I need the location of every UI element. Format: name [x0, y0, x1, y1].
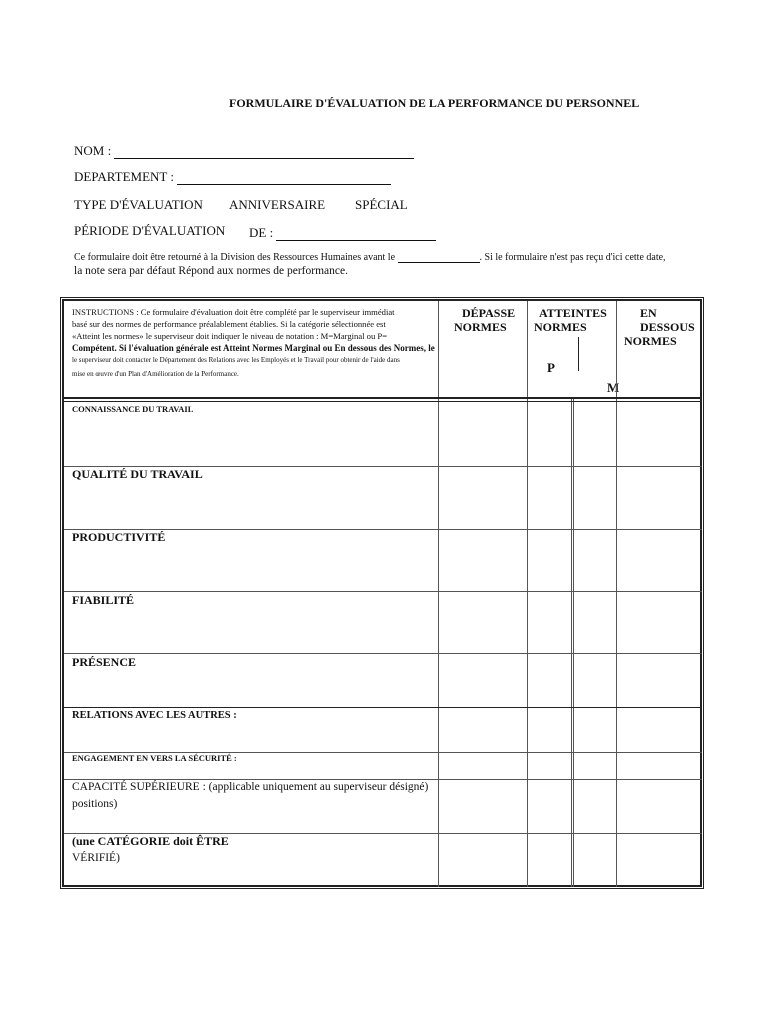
- header-p-m-divider: [578, 337, 579, 371]
- department-input-line[interactable]: [177, 184, 391, 185]
- col-divider-4: [616, 301, 617, 887]
- row-category-note-line1: (une CATÉGORIE doit ÊTRE: [72, 834, 229, 848]
- row-rule-3: [64, 591, 702, 592]
- notice-line-1: [74, 252, 666, 263]
- header-below: [624, 306, 700, 348]
- row-superior-ability: [72, 779, 428, 813]
- header-m: M: [607, 380, 620, 395]
- col-divider-3b: [573, 399, 574, 887]
- row-productivity: PRODUCTIVITÉ: [72, 530, 166, 544]
- page-title: FORMULAIRE D'ÉVALUATION DE LA PERFORMANCE DU PERSONNEL: [229, 96, 640, 110]
- name-field-row: [74, 143, 414, 159]
- instructions-line-3: «Atteint les normes» le superviseur doit indiquer le niveau de notation : M=Marginal ou P=: [72, 331, 388, 341]
- row-job-knowledge: CONNAISSANCE DU TRAVAIL: [72, 404, 194, 414]
- notice-text-b: . Si le formulaire n'est pas reçu d'ici cette date,: [479, 252, 666, 263]
- evaluation-period-label: PÉRIODE D'ÉVALUATION: [74, 223, 226, 238]
- period-from-row: [249, 225, 436, 241]
- row-work-quality: QUALITÉ DU TRAVAIL: [72, 467, 203, 481]
- evaluation-table: [60, 297, 704, 889]
- notice-text-a: Ce formulaire doit être retourné à la Division des Ressources Humaines avant le: [74, 252, 396, 263]
- header-exceeds: [454, 306, 515, 334]
- row-rule-5: [64, 707, 702, 708]
- row-reliability: FIABILITÉ: [72, 593, 135, 607]
- row-category-note: [72, 833, 229, 867]
- from-label: DE :: [249, 225, 274, 240]
- header-p: P: [547, 360, 555, 375]
- header-exceeds-line1: DÉPASSE: [462, 306, 516, 320]
- special-option[interactable]: SPÉCIAL: [355, 197, 408, 212]
- col-divider-3: [571, 399, 572, 887]
- evaluation-type-label: TYPE D'ÉVALUATION: [74, 197, 203, 212]
- name-input-line[interactable]: [114, 158, 414, 159]
- instructions-line-1: INSTRUCTIONS : Ce formulaire d'évaluation doit être complété par le superviseur immédiat: [72, 307, 395, 317]
- return-date-line[interactable]: [398, 262, 480, 263]
- header-exceeds-line2: NORMES: [454, 320, 507, 334]
- row-safety: ENGAGEMENT EN VERS LA SÉCURITÉ :: [72, 753, 237, 763]
- name-label: NOM :: [74, 143, 112, 158]
- department-label: DEPARTEMENT :: [74, 169, 174, 184]
- from-input-line[interactable]: [276, 240, 436, 241]
- header-meets-line1: ATTEINTES: [539, 306, 607, 320]
- header-meets-line2: NORMES: [534, 320, 587, 334]
- row-rule-4: [64, 653, 702, 654]
- header-meets: [534, 306, 607, 334]
- row-attendance: PRÉSENCE: [72, 655, 137, 669]
- header-below-line1: EN DESSOUS: [640, 306, 695, 334]
- header-bottom-rule-2: [64, 401, 702, 402]
- row-relations: RELATIONS AVEC LES AUTRES :: [72, 710, 237, 721]
- department-field-row: [74, 169, 391, 185]
- header-bottom-rule: [64, 397, 702, 399]
- anniversary-option[interactable]: ANNIVERSAIRE: [229, 197, 326, 212]
- row-superior-ability-line2: positions): [72, 798, 118, 810]
- header-below-line2: NORMES: [624, 334, 677, 348]
- evaluation-table-inner: [63, 300, 701, 886]
- col-divider-2: [527, 301, 528, 887]
- notice-line-2: la note sera par défaut Répond aux normes de performance.: [74, 265, 348, 277]
- instructions-line-4: Compétent. Si l'évaluation générale est Atteint Normes Marginal ou En dessous des Normes, le: [72, 343, 435, 353]
- col-divider-1: [438, 301, 439, 887]
- instructions-line-5: le superviseur doit contacter le Département des Relations avec les Employés et le Travail pour obtenir de l'aide dans: [72, 356, 400, 364]
- instructions-line-2: basé sur des normes de performance préalablement établies. Si la catégorie sélectionnée est: [72, 319, 386, 329]
- instructions-block: [72, 306, 442, 380]
- row-category-note-line2: VÉRIFIÉ): [72, 852, 120, 864]
- row-superior-ability-line1: CAPACITÉ SUPÉRIEURE : (applicable uniquement au superviseur désigné): [72, 781, 429, 793]
- instructions-line-6: mise en œuvre d'un Plan d'Amélioration de la Performance.: [72, 370, 239, 378]
